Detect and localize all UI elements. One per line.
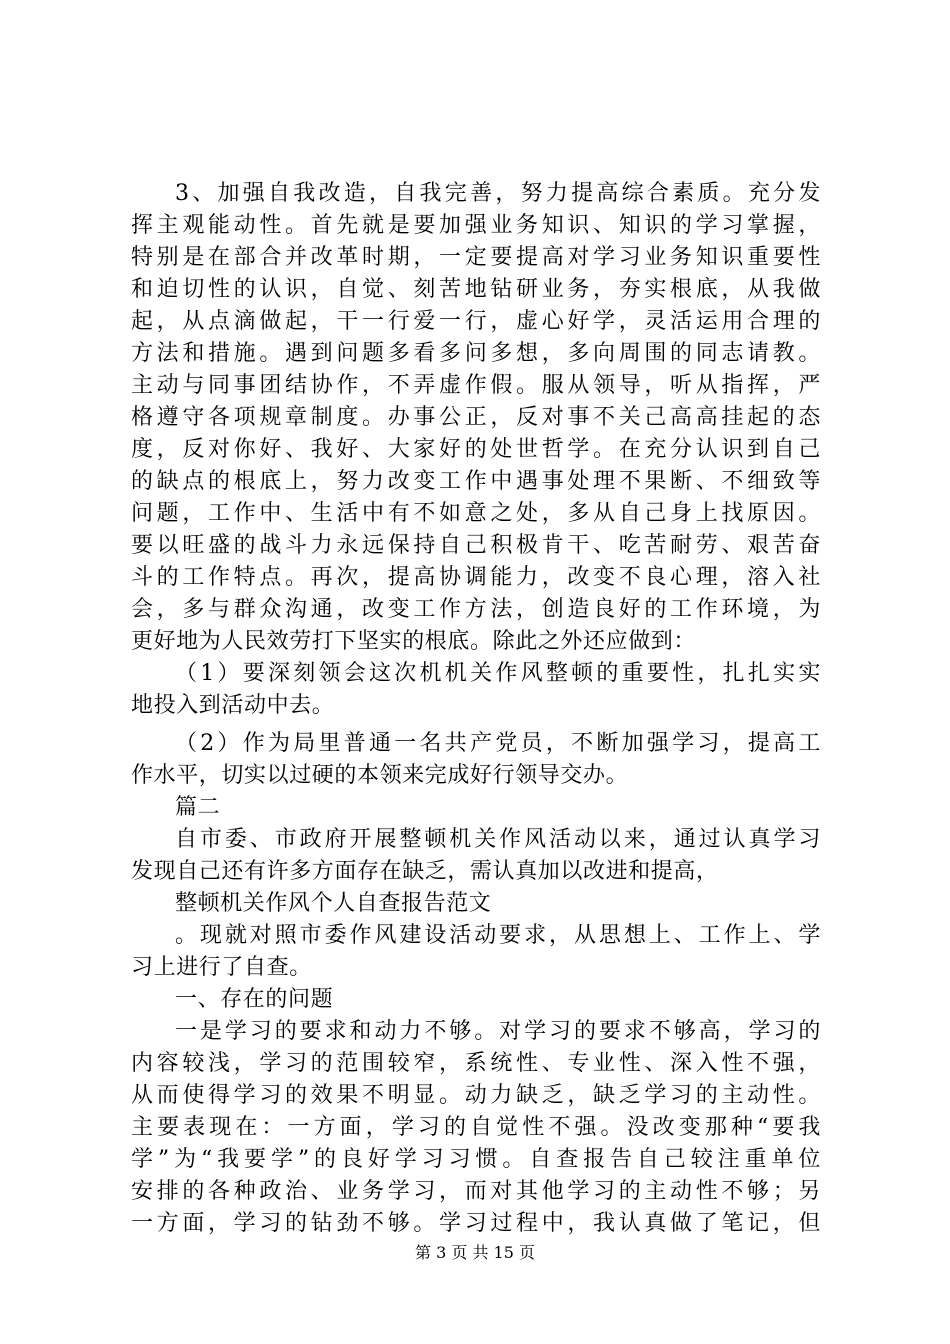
document-body xyxy=(131,178,821,1240)
text-line: 安排的各种政治、业务学习，而对其他学习的主动性不够；另 xyxy=(131,1179,821,1204)
text-line: 格遵守各项规章制度。办事公正，反对事不关己高高挂起的态 xyxy=(131,405,821,430)
text-line: 会，多与群众沟通，改变工作方法，创造良好的工作环境，为 xyxy=(131,597,821,622)
text-line: 一是学习的要求和动力不够。对学习的要求不够高，学习的 xyxy=(175,1019,821,1044)
section-heading: 篇二 xyxy=(175,795,221,820)
text-line: 从而使得学习的效果不明显。动力缺乏，缺乏学习的主动性。 xyxy=(131,1083,821,1108)
text-line: 内容较浅，学习的范围较窄，系统性、专业性、深入性不强， xyxy=(131,1051,821,1076)
text-line: 挥主观能动性。首先就是要加强业务知识、知识的学习掌握， xyxy=(131,213,821,238)
text-line: 作水平，切实以过硬的本领来完成好行领导交办。 xyxy=(131,763,629,788)
text-line: 自市委、市政府开展整顿机关作风活动以来，通过认真学习 xyxy=(175,827,821,852)
section-heading: 一、存在的问题 xyxy=(175,987,334,1012)
text-line: 地投入到活动中去。 xyxy=(131,693,335,718)
text-line: 起，从点滴做起，干一行爱一行，虚心好学，灵活运用合理的 xyxy=(131,309,821,334)
text-line: 问题，工作中、生活中有不如意之处，多从自己身上找原因。 xyxy=(131,501,821,526)
text-line: 斗的工作特点。再次，提高协调能力，改变不良心理，溶入社 xyxy=(131,565,821,590)
text-line: （2）作为局里普通一名共产党员，不断加强学习，提高工 xyxy=(175,731,821,756)
text-line: 习上进行了自查。 xyxy=(131,955,312,980)
text-line: 特别是在部合并改革时期，一定要提高对学习业务知识重要性 xyxy=(131,245,821,270)
text-line: 和迫切性的认识，自觉、刻苦地钻研业务，夯实根底，从我做 xyxy=(131,277,821,302)
page-number: 第 3 页 共 15 页 xyxy=(415,1243,535,1262)
text-line: 主要表现在：一方面，学习的自觉性不强。没改变那种“要我 xyxy=(131,1115,821,1140)
text-line: 度，反对你好、我好、大家好的处世哲学。在充分认识到自己 xyxy=(131,437,821,462)
text-line: 。现就对照市委作风建设活动要求，从思想上、工作上、学 xyxy=(175,923,821,948)
text-line: 3、加强自我改造，自我完善，努力提高综合素质。充分发 xyxy=(175,181,821,206)
text-line: 方法和措施。遇到问题多看多问多想，多向周围的同志请教。 xyxy=(131,341,821,366)
text-line: 一方面，学习的钻劲不够。学习过程中，我认真做了笔记，但 xyxy=(131,1211,821,1236)
text-line: （1）要深刻领会这次机机关作风整顿的重要性，扎扎实实 xyxy=(175,661,821,686)
text-line: 发现自己还有许多方面存在缺乏，需认真加以改进和提高， xyxy=(131,859,719,884)
text-line: 要以旺盛的战斗力永远保持自己积极肯干、吃苦耐劳、艰苦奋 xyxy=(131,533,821,558)
text-line: 更好地为人民效劳打下坚实的根底。除此之外还应做到： xyxy=(131,629,697,654)
text-line: 学”为“我要学”的良好学习习惯。自查报告自己较注重单位 xyxy=(131,1147,821,1172)
text-line: 的缺点的根底上，努力改变工作中遇事处理不果断、不细致等 xyxy=(131,469,821,494)
text-line: 主动与同事团结协作，不弄虚作假。服从领导，听从指挥，严 xyxy=(131,373,821,398)
text-line: 整顿机关作风个人自查报告范文 xyxy=(175,891,492,916)
